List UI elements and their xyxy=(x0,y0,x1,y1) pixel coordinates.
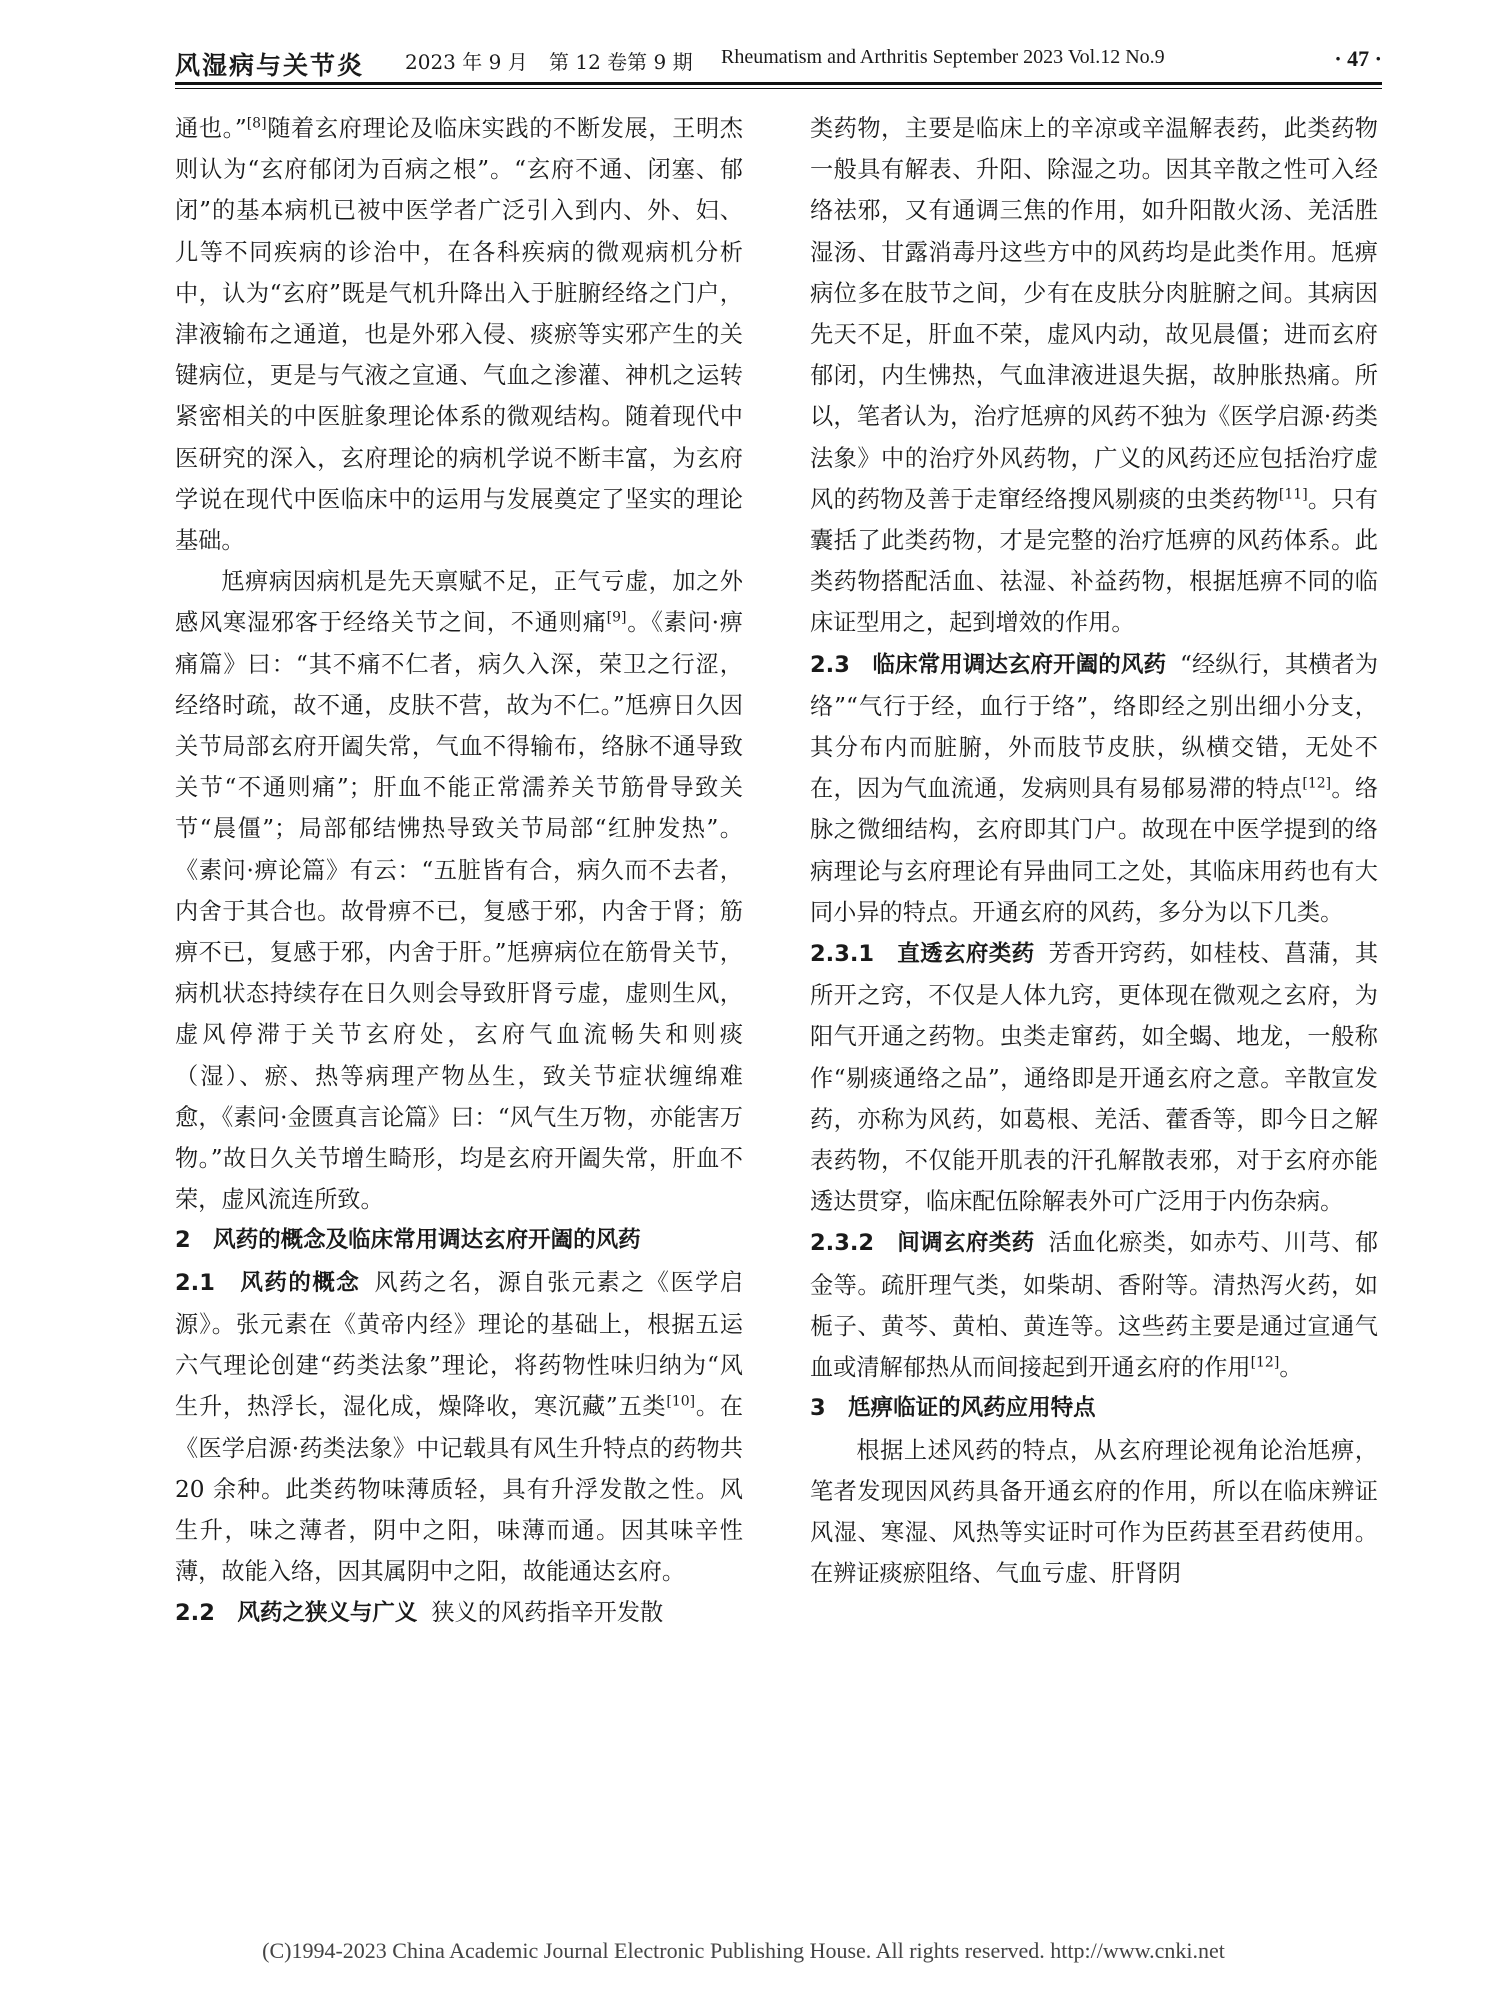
paragraph-text: 。在《医学启源·药类法象》中记载具有风生升特点的药物共 20 余种。此类药物味薄质轻，具有升浮发散之性。风生升，味之薄者，阴中之阳，味薄而通。因其味辛性薄，故能入络，因其属阴中之阳，故能通达玄府。 xyxy=(175,1393,744,1586)
paragraph-text: 类药物，主要是临床上的辛凉或辛温解表药，此类药物一般具有解表、升阳、除湿之功。因其辛散之性可入经络祛邪，又有通调三焦的作用，如升阳散火汤、羌活胜湿汤、甘露消毒丹这些方中的风药均是此类作用。尪痹病位多在肢节之间，少有在皮肤分肉脏腑之间。其病因先天不足，肝血不荣，虚风内动，故见晨僵；进而玄府郁闭，内生怫热，气血津液进退失据，故肿胀热痛。所以，笔者认为，治疗尪痹的风药不独为《医学启源·药类法象》中的治疗外风药物，广义的风药还应包括治疗虚风的药物及善于走窜经络搜风剔痰的虫类药物 xyxy=(810,115,1378,513)
header-rule-thick xyxy=(175,82,1382,85)
citation-ref: [12] xyxy=(1250,1354,1280,1371)
paragraph-text: 。只有囊括了此类药物，才是完整的治疗尪痹的风药体系。此类药物搭配活血、祛湿、补益药物，根据尪痹不同的临床证型用之，起到增效的作用。 xyxy=(810,485,1379,637)
citation-ref: [11] xyxy=(1278,486,1308,503)
issue-date: 2023 年 9 月 xyxy=(405,50,528,74)
left-column xyxy=(175,108,743,1635)
paragraph-text: 风药之名，源自张元素之《医学启源》。张元素在《黄帝内经》理论的基础上，根据五运六气理论创建“药类法象”理论，将药物性味归纳为“风生升，热浮长，湿化成，燥降收，寒沉藏”五类 xyxy=(175,1268,744,1421)
paragraph xyxy=(175,108,743,561)
subsection-heading: 2.3 临床常用调达玄府开阖的风药 xyxy=(810,651,1167,678)
paragraph-text: 芳香开窍药，如桂枝、菖蒲，其所开之窍，不仅是人体九窍，更体现在微观之玄府，为阳气开通之药物。虫类走窜药，如全蝎、地龙，一般称作“剔痰通络之品”，通络即是开通玄府之意。辛散宣发药，亦称为风药，如葛根、羌活、藿香等，即今日之解表药物，不仅能开肌表的汗孔解散表邪，对于玄府亦能透达贯穿，临床配伍除解表外可广泛用于内伤杂病。 xyxy=(810,940,1379,1216)
paragraph xyxy=(810,1222,1378,1388)
paragraph xyxy=(810,1430,1378,1595)
citation-ref: [12] xyxy=(1302,775,1332,792)
paragraph-text: 。络脉之微细结构，玄府即其门户。故现在中医学提到的络病理论与玄府理论有异曲同工之处，其临床用药也有大同小异的特点。开通玄府的风药，多分为以下几类。 xyxy=(810,775,1379,926)
section-heading: 2 风药的概念及临床常用调达玄府开阖的风药 xyxy=(175,1227,641,1254)
paragraph xyxy=(175,1262,743,1593)
page-number: · 47 · xyxy=(1334,46,1382,71)
paragraph-text: 尪痹病因病机是先天禀赋不足，正气亏虚，加之外感风寒湿邪客于经络关节之间，不通则痛 xyxy=(175,568,743,637)
issue-volume: 第 12 卷第 9 期 xyxy=(549,50,693,74)
paragraph-text: 活血化瘀类，如赤芍、川芎、郁金等。疏肝理气类，如柴胡、香附等。清热泻火药，如栀子、黄芩、黄柏、黄连等。这些药主要是通过宣通气血或清解郁热从而间接起到开通玄府的作用 xyxy=(810,1229,1379,1382)
paragraph xyxy=(175,561,743,1220)
paragraph xyxy=(810,644,1378,933)
citation-ref: [8] xyxy=(246,115,267,132)
paragraph-text: 。 xyxy=(1279,1354,1303,1382)
paragraph-text: 通也。” xyxy=(175,115,247,142)
journal-title: 风湿病与关节炎 xyxy=(175,51,365,80)
journal-english-info: Rheumatism and Arthritis September 2023 Vol.12 No.9 xyxy=(721,46,1165,68)
paragraph xyxy=(810,933,1378,1222)
citation-ref: [10] xyxy=(666,1393,696,1410)
running-header xyxy=(175,38,1382,78)
paragraph xyxy=(175,1592,743,1634)
subsection-heading: 2.1 风药的概念 xyxy=(175,1269,361,1296)
citation-ref: [9] xyxy=(606,609,627,626)
right-column xyxy=(810,108,1378,1594)
section-heading: 3 尪痹临证的风药应用特点 xyxy=(810,1395,1096,1422)
paragraph-text: 随着玄府理论及临床实践的不断发展，王明杰则认为“玄府郁闭为百病之根”。“玄府不通、闭塞、郁闭”的基本病机已被中医学者广泛引入到内、外、妇、儿等不同疾病的诊治中，在各科疾病的微观病机分析中，认为“玄府”既是气机升降出入于脏腑经络之门户，津液输布之通道，也是外邪入侵、痰瘀等实邪产生的关键病位，更是与气液之宣通、气血之渗灌、神机之运转紧密相关的中医脏象理论体系的微观结构。随着现代中医研究的深入，玄府理论的病机学说不断丰富，为玄府学说在现代中医临床中的运用与发展奠定了坚实的理论基础。 xyxy=(175,115,743,555)
subsection-heading: 2.3.2 间调玄府类药 xyxy=(810,1230,1035,1257)
paragraph-text: 根据上述风药的特点，从玄府理论视角论治尪痹，笔者发现因风药具备开通玄府的作用，所以在临床辨证风湿、寒湿、风热等实证时可作为臣药甚至君药使用。在辨证痰瘀阻络、气血亏虚、肝肾阴 xyxy=(810,1436,1378,1588)
header-rule-thin xyxy=(175,88,1382,89)
paragraph-text: “经纵行，其横者为络”“气行于经，血行于络”，络即经之别出细小分支，其分布内而脏腑，外而肢节皮肤，纵横交错，无处不在，因为气血流通，发病则具有易郁易滞的特点 xyxy=(810,650,1379,803)
subsection-heading: 2.2 风药之狭义与广义 xyxy=(175,1600,418,1627)
paragraph-text: 。《素问·痹痛篇》曰：“其不痛不仁者，病久入深，荣卫之行涩，经络时疏，故不通，皮肤不营，故为不仁。”尪痹日久因关节局部玄府开阖失常，气血不得输布，络脉不通导致关节“不通则痛”；肝血不能正常濡养关节筋骨导致关节“晨僵”；局部郁结怫热导致关节局部“红肿发热”。《素问·痹论篇》有云：“五脏皆有合，病久而不去者，内舍于其合也。故骨痹不已，复感于邪，内舍于肾；筋痹不已，复感于邪，内舍于肝。”尪痹病位在筋骨关节，病机状态持续存在日久则会导致肝肾亏虚，虚则生风，虚风停滞于关节玄府处，玄府气血流畅失和则痰（湿）、瘀、热等病理产物丛生，致关节症状缠绵难愈，《素问·金匮真言论篇》曰：“风气生万物，亦能害万物。”故日久关节增生畸形，均是玄府开阖失常，肝血不荣，虚风流连所致。 xyxy=(175,609,743,1214)
paragraph-text: 狭义的风药指辛开发散 xyxy=(431,1599,664,1627)
subsection-heading: 2.3.1 直透玄府类药 xyxy=(810,941,1035,968)
paragraph xyxy=(810,108,1378,644)
copyright-footer: (C)1994-2023 China Academic Journal Electronic Publishing House. All rights reserved. http://www.cnki.net xyxy=(262,1938,1225,1963)
